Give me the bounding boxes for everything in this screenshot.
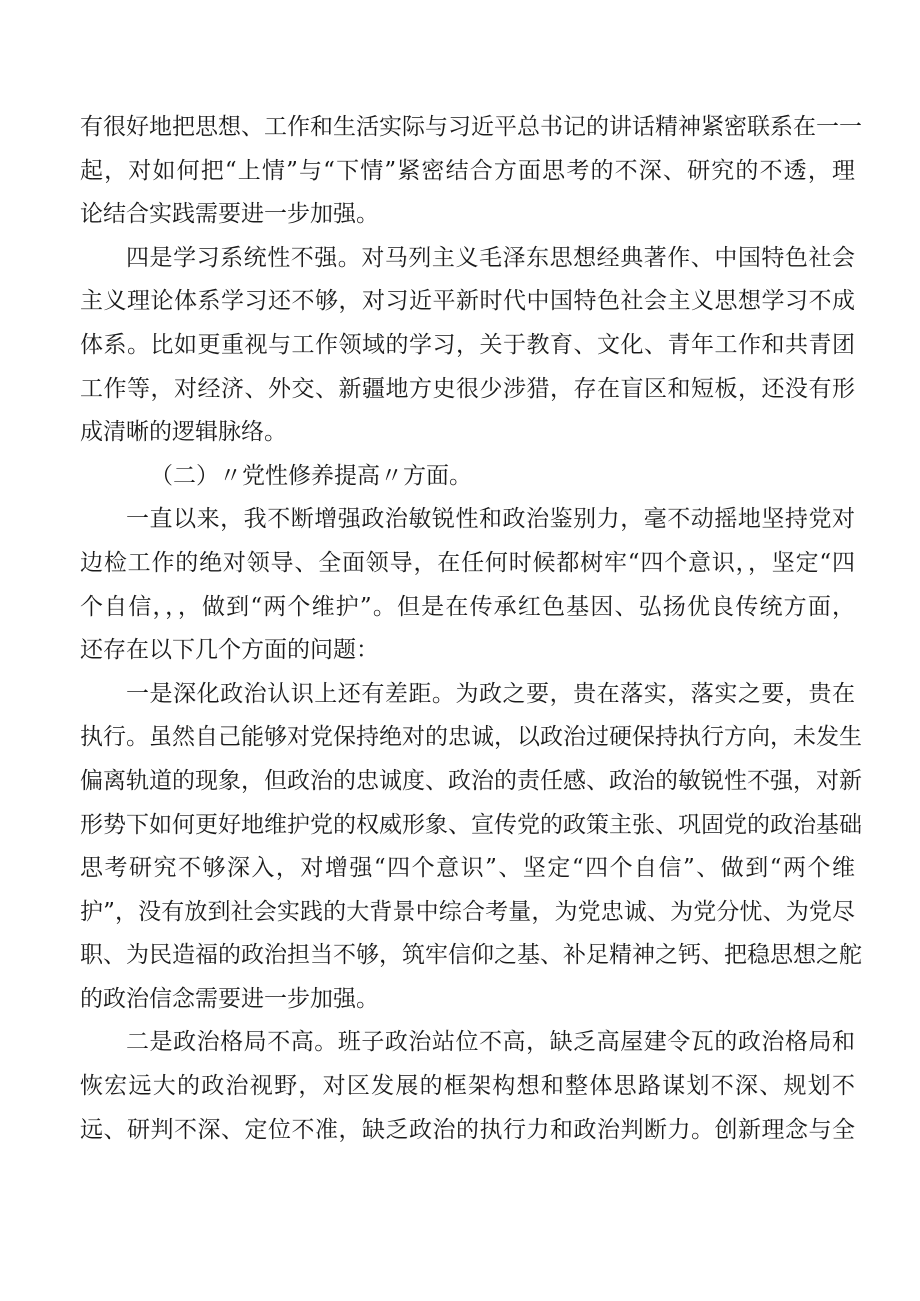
text-line: 职、为民造福的政治担当不够，筑牢信仰之基、补足精神之钙、把稳思想之舵 (80, 942, 862, 969)
text-line: 个自信，，，做到“两个维护”。但是在传承红色基因、弘扬优良传统方面， (80, 593, 855, 620)
text-line: 偏离轨道的现象，但政治的忠诚度、政治的责任感、政治的敏锐性不强，对新 (80, 767, 862, 794)
text-line: 形势下如何更好地维护党的权威形象、宣传党的政策主张、巩固党的政治基础 (80, 811, 862, 838)
paragraph-start-line: 一是深化政治认识上还有差距。为政之要，贵在落实，落实之要，贵在 (126, 680, 855, 707)
document-body (80, 106, 862, 1152)
paragraph-start-line: 二是政治格局不高。班子政治站位不高，缺乏高屋建令瓦的政治格局和 (126, 1029, 855, 1056)
section-heading: （二）〃党性修养提高〃方面。 (150, 462, 472, 489)
text-line: 的政治信念需要进一步加强。 (80, 985, 379, 1012)
text-line: 护”，没有放到社会实践的大背景中综合考量，为党忠诚、为党分忧、为党尽 (80, 898, 855, 925)
text-line: 远、研判不深、定位不准，缺乏政治的执行力和政治判断力。创新理念与全 (80, 1116, 855, 1143)
text-line: 有很好地把思想、工作和生活实际与习近平总书记的讲话精神紧密联系在一一 (80, 114, 862, 140)
text-line: 思考研究不够深入，对增强“四个意识”、坚定“四个自信”、做到“两个维 (80, 855, 855, 882)
text-line: 起，对如何把“上情”与“下情”紧密结合方面思考的不深、研究的不透，理 (80, 157, 855, 184)
text-line: 边检工作的绝对领导、全面领导，在任何时候都树牢“四个意识，，坚定“四 (80, 549, 855, 576)
text-line: 工作等，对经济、外交、新疆地方史很少涉猎，存在盲区和短板，还没有形 (80, 375, 855, 402)
text-line: 执行。虽然自己能够对党保持绝对的忠诚，以政治过硬保持执行方向，未发生 (80, 724, 862, 751)
text-line: 主义理论体系学习还不够，对习近平新时代中国特色社会主义思想学习不成 (80, 288, 855, 315)
text-line: 恢宏远大的政治视野，对区发展的框架构想和整体思路谋划不深、规划不 (80, 1073, 855, 1100)
text-line: 成清晰的逻辑脉络。 (80, 419, 287, 446)
paragraph-start-line: 一直以来，我不断增强政治敏锐性和政治鉴别力，毫不动摇地坚持党对 (126, 506, 855, 533)
text-line: 论结合实践需要进一步加强。 (80, 201, 379, 228)
paragraph-start-line: 四是学习系统性不强。对马列主义毛泽东思想经典著作、中国特色社会 (126, 244, 855, 271)
text-line: 体系。比如更重视与工作领域的学习，关于教育、文化、青年工作和共青团 (80, 331, 855, 358)
text-line: 还存在以下几个方面的问题： (80, 637, 379, 664)
